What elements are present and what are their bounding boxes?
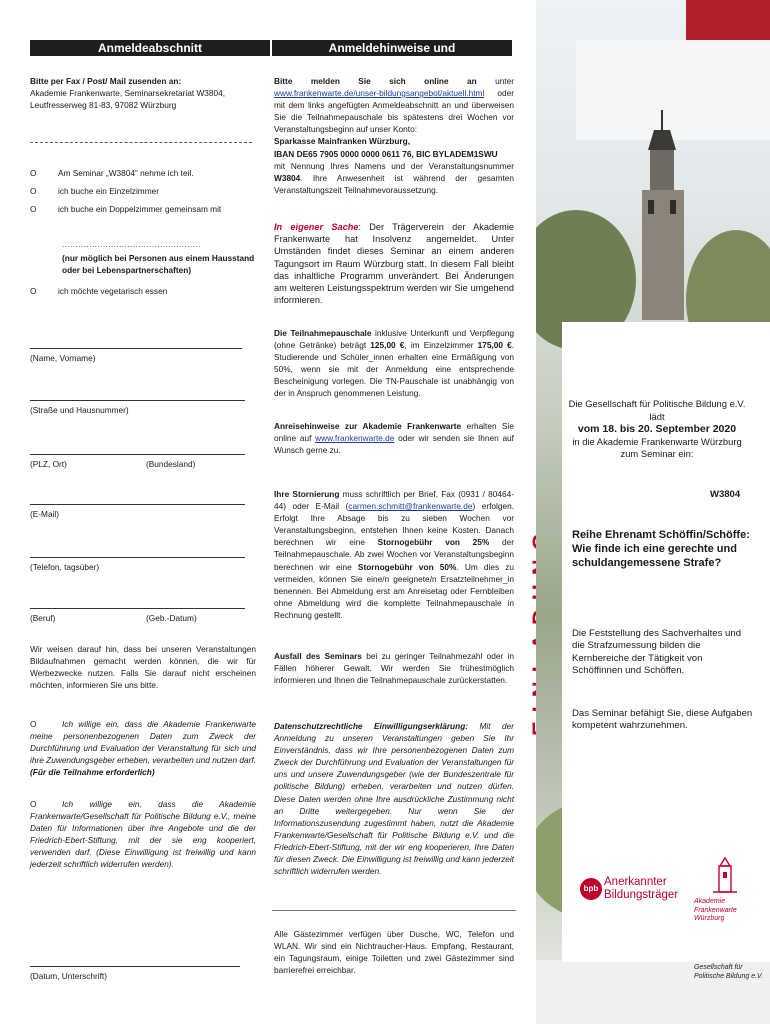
option-single-room-label: ich buche ein Einzelzimmer (58, 186, 159, 196)
travel-label: Anreisehinweise zur Akademie Frankenwarte (274, 421, 462, 431)
bank-name: Sparkasse Mainfranken Würzburg, (274, 136, 411, 147)
signature-label: (Datum, Unterschrift) (30, 971, 107, 981)
room-note: (nur möglich bei Personen aus einem Hausstand oder bei Lebenspartnerschaften) (62, 253, 255, 276)
fee-paragraph (274, 327, 514, 400)
reference-text: mit Nennung Ihres Namens und der Veranstaltungsnummer (274, 160, 514, 171)
option-marker: O (30, 168, 37, 178)
travel-text-2: oder wir senden sie Ihnen auf Wunsch gerne zu. (274, 433, 514, 456)
seminar-title: Reihe Ehrenamt Schöffin/Schöffe: Wie finde ich eine gerechte und schuldangemessene Strafe? (572, 529, 750, 570)
name-label: (Name, Vorname) (30, 353, 96, 363)
invitation-line-3: in die Akademie Frankenwarte Würzburg (572, 435, 742, 447)
consent-required-text: Ich willige ein, dass die Akademie Frankenwarte meine personenbezogenen Daten zum Zweck der Durchführung und Evaluation der Veranstaltung für sich und ihre Zuwendungsgeber erheben, verarbeiten und nutzen darf. (30, 719, 257, 766)
society-line-2: Politische Bildung e.V. (694, 972, 764, 980)
consent-optional[interactable] (30, 798, 256, 871)
job-label: (Beruf) (30, 613, 56, 623)
cancellation-text-2: ) erfolgen. Erfolgt Ihre Absage bis zu sieben Wochen vor Veranstaltungsbeginn, entstehen Ihnen keine Kosten. Danach berechnen wir eine (274, 501, 514, 548)
cancellation-by-organizer (274, 650, 514, 686)
register-text-2: oder mit dem links angefügten Anmeldeabschnitt an und überweisen Sie die Teilnahmepauschale bis spätestens drei Wochen vor Veranstaltungsbeginn auf unser Konto: (274, 88, 514, 135)
academy-logo-text (694, 898, 737, 924)
fee-text-2: , im Einzelzimmer (404, 340, 478, 351)
roommate-field[interactable]: ................................................... (62, 240, 201, 249)
event-number: W3804 (274, 172, 301, 183)
travel-text: erhalten Sie online auf (274, 421, 514, 444)
seminar-cancel-text: bei zu geringer Teilnahmezahl oder in Fällen höherer Gewalt. Wir werden Sie frühestmöglich informieren und Ihnen die Teilnahmepauschale zurückerstatten. (274, 651, 514, 686)
event-dates: vom 18. bis 20. September 2020 (577, 423, 737, 435)
fee-text-3: . Studierende und Schüler_innen erhalten eine Ermäßigung von 50%, wenn sie mit der Anmeldung eine entsprechende Bescheinigung vorlegen. Die TN-Pauschale ist unabhängig von der in Anspruch genommenen Leistung. (274, 340, 515, 399)
bpb-logo: bpb (580, 878, 602, 900)
option-marker: O (30, 204, 37, 214)
address-line-2: Leutfresserweg 81-83, 97082 Würzburg (30, 100, 177, 111)
option-single-room[interactable] (30, 186, 159, 196)
option-attend[interactable] (30, 168, 194, 178)
cancellation-fee-25: Stornogebühr von 25% (377, 537, 490, 548)
consent-optional-text: Ich willige ein, dass die Akademie Frankenwarte/Gesellschaft für Politische Bildung e.V., meine Daten für Informationen über ihre Angebote und die der Friedrich-Ebert-Stiftung, mit der sie eng kooperiert, verwenden darf. (Diese Einwilligung ist freiwillig und kann jederzeit schriftlich widerrufen werden). (30, 799, 256, 870)
street-field[interactable] (30, 400, 245, 401)
cancellation-text: muss schriftlich per Brief, Fax (0931 / 80464-44) oder E-Mail ( (274, 489, 514, 512)
option-marker: O (30, 186, 37, 196)
seminar-goal: Das Seminar befähigt Sie, diese Aufgaben kompetent wahrzunehmen. (572, 708, 753, 732)
academy-line-2: Frankenwarte (694, 906, 737, 914)
invitation-line-2: lädt (649, 410, 665, 422)
street-label: (Straße und Hausnummer) (30, 405, 129, 415)
travel-link[interactable]: www.frankenwarte.de (315, 433, 395, 444)
cover-panel (562, 322, 770, 980)
conditions-header: Anmeldehinweise und Teilnahmebedingungen (272, 40, 512, 56)
attendance-text: . Ihre Anwesenheit ist während der gesamten Veranstaltungszeit Teilnahmevoraussetzung. (274, 172, 514, 195)
seminar-cancel-label: Ausfall des Seminars (274, 651, 362, 661)
invitation-line-4: zum Seminar ein: (620, 448, 694, 459)
cancellation-text-4: . Um dies zu vermeiden, können Sie eine/n geeignete/n Ersatzteilnehmer_in benennen. Bei Abmeldung erst am Anreisetag oder Fernbleiben ohne Abmeldung wird die komplette Teilnahmepauschale in Rechnung gestellt. (274, 561, 515, 620)
email-field[interactable] (30, 504, 245, 505)
name-field[interactable] (30, 348, 242, 349)
register-online-label: Bitte melden Sie sich online an (274, 76, 477, 86)
insolvency-text: : Der Trägerverein der Akademie Frankenwarte hat Insolvenz angemeldet. Unter Umständen findet dieses Seminar an einem anderen Tagungsort im Raum Würzburg statt. In diesem Fall bleibt das inhaltliche Programm unverändert. Bei Änderungen am weiteren Leistungsspektrum werden wir Sie umgehend informieren. (274, 222, 514, 306)
travel-paragraph (274, 420, 514, 456)
society-logo-text (694, 964, 763, 981)
option-double-room-label: ich buche ein Doppelzimmer gemeinsam mit (58, 204, 222, 214)
send-to-label: Bitte per Fax / Post/ Mail zusenden an: (30, 76, 182, 86)
badge-line-1: Anerkannter (604, 876, 667, 888)
privacy-label: Datenschutzrechtliche Einwilligungserklärung: (274, 721, 469, 731)
job-field[interactable] (30, 608, 245, 609)
option-vegetarian-label: ich möchte vegetarisch essen (58, 286, 168, 296)
birthdate-label: (Geb.-Datum) (146, 613, 197, 623)
option-marker: O (30, 286, 37, 296)
phone-field[interactable] (30, 557, 245, 558)
seminar-code: W3804 (710, 489, 741, 500)
option-vegetarian[interactable] (30, 286, 167, 296)
academy-line-1: Akademie (694, 898, 726, 905)
registration-header: Anmeldeabschnitt (30, 40, 270, 56)
register-online-paragraph (274, 75, 514, 196)
badge-line-2: Bildungsträger (604, 889, 679, 901)
cancellation-label: Ihre Stornierung (274, 489, 340, 499)
tower-logo-icon (710, 856, 740, 896)
fee-text: inklusive Unterkunft und Verpflegung (ohne Getränke) beträgt (274, 328, 514, 351)
divider (272, 910, 516, 911)
privacy-paragraph (274, 720, 514, 877)
rooms-info: Alle Gästezimmer verfügen über Dusche, WC, Telefon und WLAN. Wir sind ein Nichtraucher-Haus. Empfang, Restaurant, ein Tagungsraum, einige Toiletten und zwei Gästezimmer sind barrierefrei erreichbar. (274, 929, 514, 976)
bank-iban: IBAN DE65 7905 0000 0000 0611 76, BIC BYLADEM1SWU (274, 148, 498, 159)
seminar-description: Die Feststellung des Sachverhaltes und die Strafzumessung bilden die Kernbereiche der Tätigkeit von Schöffinnen und Schöffen. (572, 628, 742, 677)
address-line-1: Akademie Frankenwarte, Seminarsekretariat W3804, (30, 88, 226, 99)
city-label: (PLZ, Ort) (30, 459, 67, 469)
academy-line-3: Würzburg (694, 915, 725, 922)
send-instructions (30, 75, 270, 111)
register-text: unter (476, 76, 514, 86)
consent-required[interactable] (30, 718, 256, 778)
cancellation-fee-50: Stornogebühr von 50% (357, 561, 457, 572)
city-field[interactable] (30, 454, 245, 455)
signature-field[interactable] (30, 966, 240, 967)
fee-label: Die Teilnahmepauschale (274, 328, 372, 338)
insolvency-notice (274, 221, 514, 306)
register-link[interactable]: www.frankenwarte.de/unser-bildungsangebot/aktuell.html (274, 88, 485, 99)
email-label: (E-Mail) (30, 509, 60, 519)
insolvency-label: In eigener Sache (274, 222, 359, 232)
cancellation-email-link[interactable]: carmen.schmitt@frankenwarte.de (348, 501, 473, 512)
consent-marker: O (30, 719, 37, 729)
consent-marker: O (30, 799, 37, 809)
fee-single: 175,00 € (477, 340, 512, 351)
cancellation-paragraph (274, 488, 514, 621)
phone-label: (Telefon, tagsüber) (30, 562, 100, 572)
option-attend-label: Am Seminar „W3804“ nehme ich teil. (58, 168, 194, 178)
photo-notice: Wir weisen darauf hin, dass bei unseren Veranstaltungen Bildaufnahmen gemacht werden können, die wir für Werbezwecke nutzen. Falls Sie darauf nicht erscheinen möchten, informieren Sie uns bitte. (30, 644, 256, 691)
option-double-room[interactable] (30, 204, 221, 214)
state-label: (Bundesland) (146, 459, 196, 469)
invitation-block (562, 398, 752, 461)
privacy-text: Mit der Anmeldung zu unseren Veranstaltungen geben Sie Ihr Einverständnis, dass wir Ihre personenbezogenen Daten zum Zweck der Durchführung und Evaluation der Veranstaltungen für uns und unsere Zuwendungsgeber (wie der Bundeszentrale für politische Bildung) erheben, verarbeiten und nutzen dürfen. Diese Daten werden ohne Ihre ausdrückliche Zustimmung nicht an Dritte weitergegeben. Nur wenn Sie der Informationszusendung zugestimmt haben, nutzt die Akademie Frankenwarte/Gesellschaft für Politische Bildung e.V. und die Friedrich-Ebert-Stiftung, mit der wir eng kooperieren, Ihre Daten für diesen Zweck. Die Einwilligung ist freiwillig und kann jederzeit schriftlich widerrufen werden. (274, 721, 514, 877)
society-line-1: Gesellschaft für (694, 964, 743, 971)
fee-double: 125,00 € (370, 340, 405, 351)
invitation-line-1: Die Gesellschaft für Politische Bildung e.V. (568, 398, 746, 409)
cancellation-text-3: der Teilnahmepauschale. Ab zwei Wochen vor Veranstaltungsbeginn berechnen wir eine (274, 537, 515, 572)
accreditation-badge (604, 876, 678, 902)
divider (30, 142, 252, 143)
consent-required-note: (Für die Teilnahme erforderlich) (30, 767, 155, 778)
